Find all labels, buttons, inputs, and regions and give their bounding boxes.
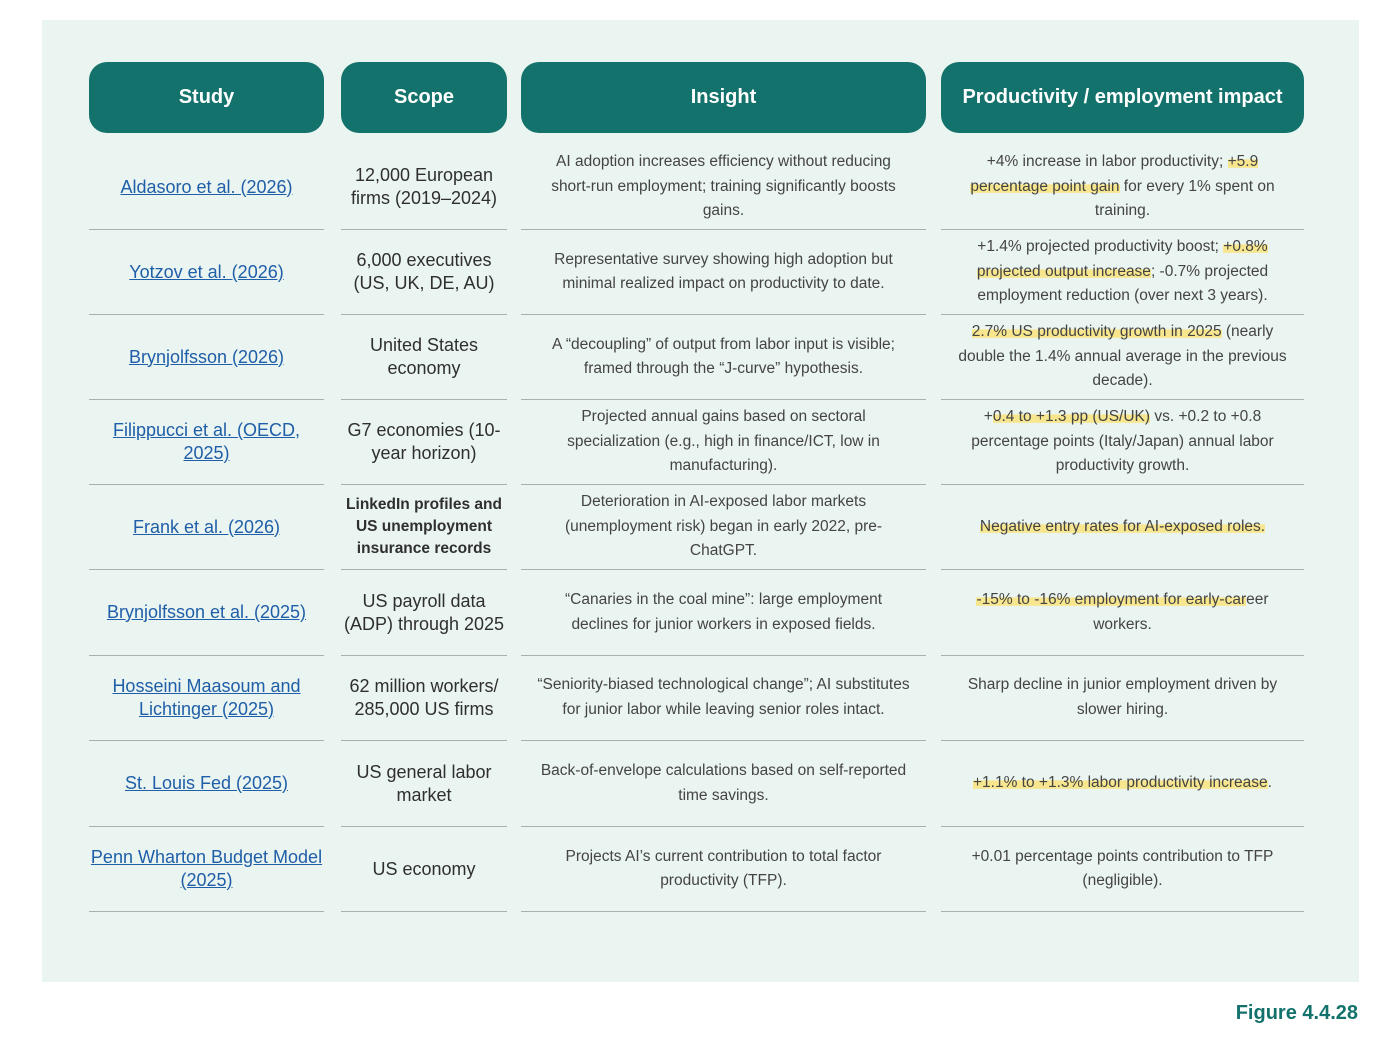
insight-text: Back-of-envelope calculations based on self-reported time savings. [540, 762, 907, 804]
impact-text [953, 588, 1292, 637]
study-link[interactable]: Hosseini Maasoum and Lichtinger (2025) [112, 675, 301, 719]
impact-text [973, 771, 1272, 796]
cell-impact [941, 655, 1304, 741]
cell-scope [341, 741, 507, 827]
study-link[interactable]: Brynjolfsson et al. (2025) [106, 602, 307, 622]
cell-insight [521, 485, 926, 570]
scope-text: United States economy [369, 335, 479, 378]
cell-scope [341, 230, 507, 315]
insight-text: A “decoupling” of output from labor input is visible; framed through the “J-curve” hypothesis. [552, 335, 895, 377]
impact-segment: . [1267, 774, 1272, 792]
cell-scope [341, 485, 507, 570]
impact-segment: +1.4% projected productivity boost; [977, 238, 1224, 256]
cell-impact [941, 485, 1304, 570]
cell-impact [941, 400, 1304, 485]
impact-highlight: +0.8% projected output increase [976, 238, 1268, 280]
scope-text: US payroll data (ADP) through 2025 [343, 590, 505, 634]
cell-study [89, 230, 324, 315]
cell-impact [941, 230, 1304, 315]
cell-insight [521, 570, 926, 656]
insight-text: Projects AI’s current contribution to total factor productivity (TFP). [565, 847, 882, 889]
study-link[interactable]: Frank et al. (2026) [132, 516, 281, 537]
impact-text [953, 845, 1292, 894]
cell-scope [341, 315, 507, 400]
cell-study [89, 655, 324, 741]
cell-insight [521, 230, 926, 315]
header-insight: Insight [521, 62, 926, 133]
impact-segment: ; -0.7% projected employment reduction (over next 3 years). [977, 262, 1269, 305]
cell-impact [941, 315, 1304, 400]
scope-text: US general labor market [356, 761, 492, 805]
cell-study [89, 485, 324, 570]
impact-segment: (nearly double the 1.4% annual average in the previous decade). [958, 323, 1287, 390]
study-link[interactable]: Penn Wharton Budget Model (2025) [90, 847, 323, 890]
study-link[interactable]: Filippucci et al. (OECD, 2025) [112, 420, 301, 463]
cell-insight [521, 145, 926, 230]
cell-insight [521, 315, 926, 400]
impact-segment: +4% increase in labor productivity; [986, 153, 1228, 171]
impact-highlight: 0.4 to +1.3 pp (US/UK) [992, 408, 1151, 426]
impact-highlight: -15% to -16% employment for early-car [976, 591, 1247, 608]
impact-highlight: +1.1% to +1.3% labor productivity increase [973, 774, 1268, 792]
impact-segment: Sharp decline in junior employment driven by slower hiring. [967, 676, 1278, 718]
header-study: Study [89, 62, 324, 133]
cell-impact [941, 570, 1304, 656]
insight-text: Projected annual gains based on sectoral specialization (e.g., high in finance/ICT, low in manufacturing). [567, 408, 880, 475]
insight-text: “Canaries in the coal mine”: large employment declines for junior workers in exposed fields. [564, 591, 883, 633]
study-link[interactable]: Yotzov et al. (2026) [129, 261, 284, 282]
cell-impact [941, 827, 1304, 912]
cell-scope [341, 400, 507, 485]
header-impact: Productivity / employment impact [941, 62, 1304, 133]
impact-highlight: Negative entry rates for AI-exposed roles. [979, 517, 1266, 535]
insight-text: “Seniority-biased technological change”; AI substitutes for junior labor while leaving senior roles intact. [537, 676, 910, 718]
impact-text [980, 515, 1265, 540]
impact-highlight: +5.9 percentage point gain [970, 153, 1259, 195]
impact-highlight: 2.7% US productivity growth in 2025 [971, 323, 1222, 341]
cell-study [89, 827, 324, 912]
study-link[interactable]: Brynjolfsson (2026) [128, 346, 285, 367]
cell-insight [521, 741, 926, 827]
insight-text: AI adoption increases efficiency without reducing short-run employment; training significantly boosts gains. [551, 153, 896, 220]
cell-impact [941, 741, 1304, 827]
scope-text: G7 economies (10-year horizon) [347, 420, 501, 463]
cell-scope [341, 570, 507, 656]
cell-scope [341, 655, 507, 741]
cell-study [89, 315, 324, 400]
impact-segment: for every 1% spent on training. [1094, 177, 1275, 220]
cell-impact [941, 145, 1304, 230]
scope-text: 62 million workers/ 285,000 US firms [349, 675, 499, 719]
impact-segment: vs. +0.2 to +0.8 percentage points (Italy/Japan) annual labor productivity growth. [971, 408, 1274, 475]
impact-text [953, 235, 1292, 309]
scope-text: 6,000 executives (US, UK, DE, AU) [353, 250, 495, 293]
insight-text: Representative survey showing high adoption but minimal realized impact on productivity to date. [554, 250, 893, 292]
cell-study [89, 145, 324, 230]
cell-insight [521, 655, 926, 741]
impact-text [953, 150, 1292, 224]
impact-text [953, 673, 1292, 722]
impact-segment: +0.01 percentage points contribution to TFP (negligible). [971, 847, 1274, 889]
cell-insight [521, 400, 926, 485]
scope-text: LinkedIn profiles and US unemployment insurance records [346, 496, 502, 557]
figure-label: Figure 4.4.28 [1235, 1002, 1358, 1024]
cell-study [89, 741, 324, 827]
scope-text: US economy [372, 858, 476, 879]
study-link[interactable]: Aldasoro et al. (2026) [120, 176, 293, 197]
scope-text: 12,000 European firms (2019–2024) [350, 165, 498, 208]
impact-segment: + [983, 408, 993, 426]
impact-text [953, 405, 1292, 479]
impact-segment: eer workers. [1093, 591, 1269, 633]
cell-study [89, 570, 324, 656]
study-link[interactable]: St. Louis Fed (2025) [124, 773, 289, 793]
insight-text: Deterioration in AI-exposed labor markets (unemployment risk) began in early 2022, pre-ChatGPT. [564, 493, 883, 560]
cell-insight [521, 827, 926, 912]
impact-text [953, 320, 1292, 394]
cell-study [89, 400, 324, 485]
cell-scope [341, 827, 507, 912]
cell-scope [341, 145, 507, 230]
header-scope: Scope [341, 62, 507, 133]
